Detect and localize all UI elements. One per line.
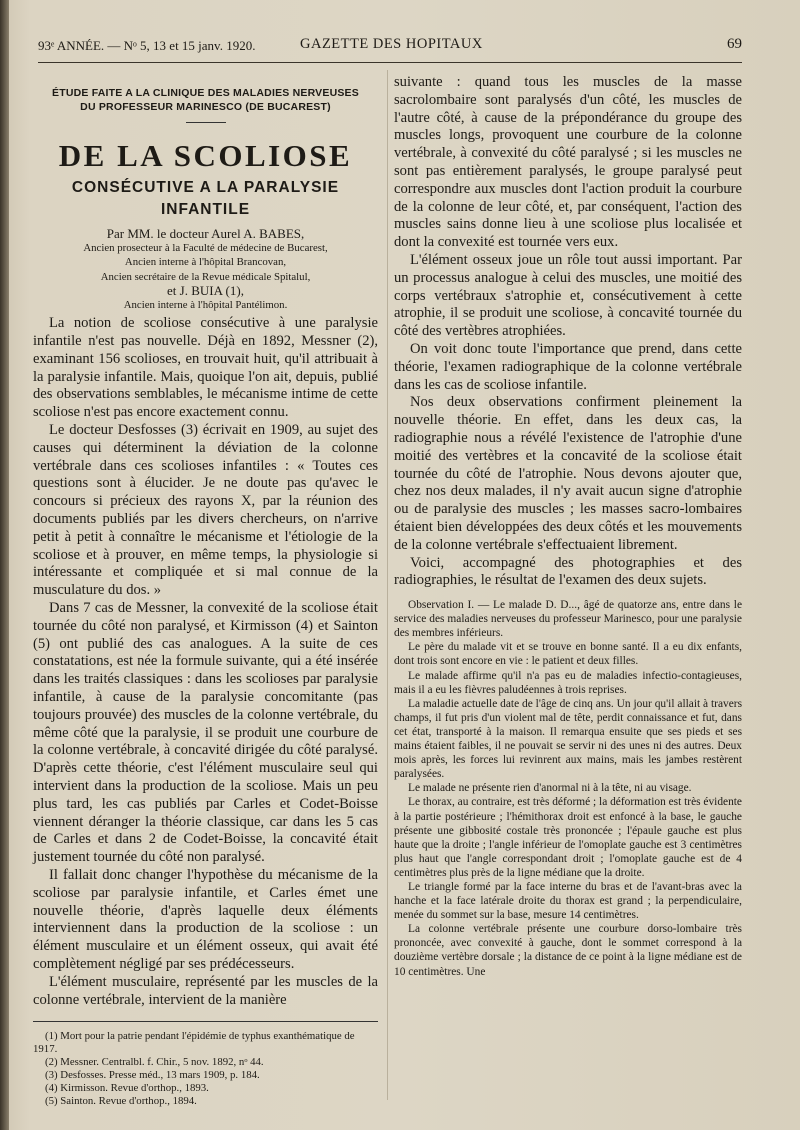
article-title: DE LA SCOLIOSE (58, 138, 353, 173)
issue-info: 93ᵉ ANNÉE. — Nᵒ 5, 13 et 15 janv. 1920. (38, 38, 256, 53)
study-line: ÉTUDE FAITE A LA CLINIQUE DES MALADIES NERVEUSES (52, 87, 359, 99)
observation-paragraph: Le malade ne présente rien d'anormal ni à la tête, ni au visage. (408, 782, 692, 795)
footnotes (33, 1030, 378, 1108)
observation-paragraph: La maladie actuelle date de l'âge de cinq ans. Un jour qu'il allait à travers champs, il fut pris d'un violent mal de tête, perdit connaissance et fut, dans cet état, transporté à la maison. Il remarqua ensuite que ses pieds et ses mains étaient faibles, il ne pouvait se servir ni des unes ni des autres. Deux mois après, les forces lui revinrent aux mains, mais les jambes restèrent paralysées. (394, 697, 742, 781)
binding-edge (0, 0, 9, 1130)
right-body (394, 74, 742, 590)
study-line: DU PROFESSEUR MARINESCO (DE BUCAREST) (80, 101, 331, 113)
paragraph: La notion de scoliose consécutive à une paralysie infantile n'est pas nouvelle. Déjà en 1892, Messner (2), examinant 156 scolioses, en trouvait huit, qu'il attribuait à la paralysie infantile. Mais, quoique l'on ait, depuis, publié des observations semblables, le mécanisme intime de cette scoliose n'est pas encore exactement connu. (33, 315, 378, 421)
author-line: Ancien prosecteur à la Faculté de médecine de Bucarest, (83, 242, 328, 255)
paragraph: L'élément musculaire, représenté par les muscles de la colonne vertébrale, intervient de la manière (33, 973, 378, 1008)
paragraph: L'élément osseux joue un rôle tout aussi important. Par un processus analogue à celui des muscles, une moitié des corps vertébraux s'atrophie et, consécutivement à cette atrophie, il se produit une scoliose, à concavité tournée du côté des vertèbres atrophiées. (394, 251, 742, 340)
footnote: (5) Sainton. Revue d'orthop., 1894. (45, 1095, 197, 1108)
running-header (38, 36, 742, 58)
left-body (33, 315, 378, 1009)
footnote: (1) Mort pour la patrie pendant l'épidémie de typhus exanthématique de 1917. (33, 1030, 355, 1056)
observation-paragraph: Le thorax, au contraire, est très déformé ; la déformation est très évidente à la partie postérieure ; l'hémithorax droit est enfoncé à la base, le gauche présente une gibbosité costale très prononcée ; l'épaule gauche est plus haute que la droite ; l'angle inférieur de l'omoplate gauche est 3 centimètres plus haut que l'angle correspondant droit ; l'omoplate gauche est de 4 centimètres plus près de la ligne médiane que la droite. (394, 796, 742, 879)
author-line: Ancien secrétaire de la Revue médicale Spitalul, (100, 270, 311, 283)
author-line: et J. BUIA (1), (167, 282, 244, 298)
right-column (394, 74, 742, 979)
paragraph: suivante : quand tous les muscles de la masse sacrolombaire sont paralysés d'un côté, les muscles de l'autre côté, à cause de la prépondérance du groupe des muscles longs, provoquent une courbure de la colonne vertébrale, à convexité du côté paralysé ; si les muscles ne sont pas entièrement paralysés, le groupe paralysé peut correspondre aux muscles dont l'action produit la courbure de la colonne de leur côté, et, par conséquent, l'action des muscles sains donne lieu à une scoliose plus localisée et dont la convexité est tournée vers eux. (394, 74, 742, 251)
author-line: Ancien interne à l'hôpital Pantélimon. (123, 299, 288, 312)
paragraph: Dans 7 cas de Messner, la convexité de la scoliose était tournée du côté non paralysé, et Kirmisson (4) et Sainton (5) ont publié des cas analogues. A la suite de ces constatations, est née la formule suivante, qui a été insérée dans les traités classiques : dans les scolioses par paralysie infantile, à cause de la paralysie concomitante (pas toujours prouvée) des muscles de la colonne vertébrale, du même côté que la paralysie, il se produit une courbure de la colonne vertébrale, à concavité dirigée du côté paralysé. D'après cette théorie, c'est l'élément musculaire seul qui intervient dans la production de la scoliose. Mais un peu plus tard, les cas publiés par Carles et Codet-Boisse viennent déranger la théorie classique, car dans les 5 cas de Carles et dans 2 de Codet-Boisse, la concavité était justement tournée du côté non paralysé. (33, 599, 378, 866)
observation-paragraph: La colonne vertébrale présente une courbure dorso-lombaire très prononcée, avec convexité à gauche, dont le sommet correspond à la douzième vertèbre dorsale ; la distance de ce point à la ligne médiane est de 10 centimètres. Une (394, 923, 742, 978)
footnote: (2) Messner. Centralbl. f. Chir., 5 nov. 1892, nᵒ 44. (45, 1056, 264, 1069)
article-subtitle: CONSÉCUTIVE A LA PARALYSIE INFANTILE (71, 179, 340, 218)
column-divider (387, 70, 388, 1100)
author-line: Ancien interne à l'hôpital Brancovan, (124, 256, 287, 269)
author-block (33, 227, 378, 312)
observation-paragraph: Le triangle formé par la face interne du bras et de l'avant-bras avec la hanche et la face latérale droite du thorax est grand ; la perpendiculaire, menée du sommet sur la base, mesure 14 centimètres. (394, 880, 742, 922)
page-number: 69 (727, 36, 742, 52)
paragraph: Le docteur Desfosses (3) écrivait en 1909, au sujet des causes qui déterminent la déviation de la colonne vertébrale dans ces scolioses infantiles : « Toutes ces questions sont à élucider. Je ne doute pas qu'avec le concours si précieux des rayons X, par la réunion des documents publiés par les divers chercheurs, on n'arrive petit à petit à connaître le mécanisme et l'étiologie de la scoliose et à prouver, en même temps, la physiologie si intéressante et compliquée et si mal connue de la musculature du dos. » (33, 422, 378, 599)
study-heading (33, 86, 378, 114)
header-rule (38, 62, 742, 63)
journal-name: GAZETTE DES HOPITAUX (300, 36, 483, 52)
author-line: Par MM. le docteur Aurel A. BABES, (106, 226, 305, 241)
observation-section (394, 598, 742, 979)
observation-paragraph: Le père du malade vit et se trouve en bonne santé. Il a eu dix enfants, dont trois sont encore en vie : le patient et deux filles. (394, 641, 742, 668)
paragraph: On voit donc toute l'importance que prend, dans cette théorie, l'examen radiographique de la colonne vertébrale dans les cas de scoliose infantile. (394, 340, 742, 393)
footnote-rule (33, 1021, 378, 1022)
footnote: (3) Desfosses. Presse méd., 13 mars 1909, p. 184. (45, 1069, 260, 1082)
observation-paragraph: Observation I. — Le malade D. D..., âgé de quatorze ans, entre dans le service des maladies nerveuses du professeur Marinesco, pour une paralysie des membres inférieurs. (394, 599, 742, 640)
heading-dash (186, 122, 226, 123)
paragraph: Voici, accompagné des photographies et des radiographies, le résultat de l'examen des deux sujets. (394, 554, 742, 589)
footnote: (4) Kirmisson. Revue d'orthop., 1893. (45, 1082, 209, 1095)
observation-paragraph: Le malade affirme qu'il n'a pas eu de maladies infectio-contagieuses, mais il a eu les fièvres paludéennes à trois reprises. (394, 669, 742, 696)
paragraph: Il fallait donc changer l'hypothèse du mécanisme de la scoliose par paralysie infantile, et Carles émet une nouvelle théorie, d'après laquelle deux éléments interviennent dans la production de la scoliose : un élément musculaire et un élément osseux, qui avait été complètement négligé par ses prédécesseurs. (33, 866, 378, 972)
paragraph: Nos deux observations confirment pleinement la nouvelle théorie. En effet, dans les deux cas, la radiographie nous a révélé l'existence de l'atrophie d'une moitié des vertèbres et la concavité de la scoliose était tournée du côté de l'atrophie. Nous devons ajouter que, chez nos deux malades, il n'y avait aucun signe d'atrophie ou de paralysie des muscles ; les masses sacro-lombaires étaient bien développées des deux côtés et les mouvements de la colonne vertébrale s'effectuaient librement. (394, 394, 742, 553)
left-column (33, 86, 378, 1108)
